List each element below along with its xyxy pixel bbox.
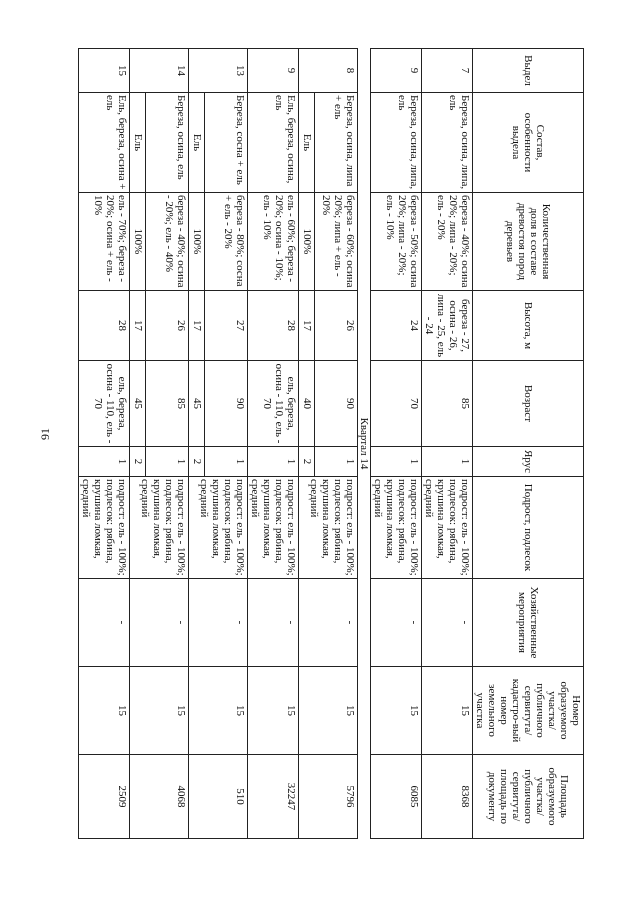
cell-podrost: подрост: ель - 100%; подлесок: рябина, крушина ломкая, средний: [299, 477, 358, 579]
cell-meropr: -: [130, 579, 189, 667]
cell-sostav: Береза, сосна + ель: [205, 93, 248, 193]
cell-sostav: Ель: [130, 93, 146, 193]
cell-yarus: 2: [189, 447, 205, 477]
cell-yarus: 2: [130, 447, 146, 477]
header-vydel: Выдел: [473, 49, 584, 93]
cell-yarus: 1: [315, 447, 358, 477]
cell-kolich: ель - 60%; береза - 20%; осина - 10%; ель - 10%: [248, 193, 299, 291]
cell-kolich: 100%: [299, 193, 315, 291]
header-kolich: Количественная доля в составе древостоя пород деревьев: [473, 193, 584, 291]
cell-kolich: береза - 50%; осина 20%; липа - 20%; ель - 10%: [371, 193, 422, 291]
cell-meropr: -: [79, 579, 130, 667]
cell-yarus: 2: [299, 447, 315, 477]
cell-kolich: 100%: [130, 193, 146, 291]
cell-sostav: Ель: [299, 93, 315, 193]
cell-meropr: -: [422, 579, 473, 667]
header-yarus: Ярус: [473, 447, 584, 477]
cell-vozrast: ель, береза, осина - 110, ель - 70: [79, 361, 130, 447]
cell-vysota: 28: [79, 291, 130, 361]
cell-vozrast: 45: [130, 361, 146, 447]
cell-vozrast: 45: [189, 361, 205, 447]
header-meropr: Хозяйственные мероприятия: [473, 579, 584, 667]
cell-sostav: Береза, осина, ель: [146, 93, 189, 193]
cell-ploshad: 6085: [371, 755, 422, 839]
header-podrost: Подрост, подлесок: [473, 477, 584, 579]
cell-vysota: 17: [130, 291, 146, 361]
cell-nomer: 15: [130, 667, 189, 755]
table-row: [248, 49, 299, 839]
cell-sostav: Ель, береза, осина + ель: [79, 93, 130, 193]
cell-vysota: береза - 27, осина - 26, липа - 25, ель - 24: [422, 291, 473, 361]
cell-podrost: подрост: ель - 100%; подлесок: рябина, крушина ломкая, средний: [422, 477, 473, 579]
cell-kolich: береза - 40%; осина - 20%; ель - 40%: [146, 193, 189, 291]
header-sostav: Состав, особенности выдела: [473, 93, 584, 193]
cell-ploshad: 510: [189, 755, 248, 839]
cell-vydel: 7: [422, 49, 473, 93]
rotated-table-wrapper: [80, 48, 584, 838]
cell-nomer: 15: [299, 667, 358, 755]
cell-vysota: 24: [371, 291, 422, 361]
cell-sostav: Ель, береза, осина, ель: [248, 93, 299, 193]
cell-vydel: 9: [248, 49, 299, 93]
cell-vysota: 17: [189, 291, 205, 361]
forest-inventory-table: [78, 48, 584, 839]
cell-ploshad: 32247: [248, 755, 299, 839]
cell-kolich: береза - 60%; осина 20%; липа + ель - 20%: [315, 193, 358, 291]
cell-podrost: подрост: ель - 100%; подлесок: рябина, крушина ломкая, средний: [371, 477, 422, 579]
cell-podrost: подрост: ель - 100%; подлесок: рябина, крушина ломкая, средний: [130, 477, 189, 579]
cell-vozrast: ель, береза, осина - 110, ель - 70: [248, 361, 299, 447]
cell-ploshad: 4068: [130, 755, 189, 839]
cell-meropr: -: [371, 579, 422, 667]
cell-vysota: 28: [248, 291, 299, 361]
cell-sostav: Береза, осина, липа, ель: [371, 93, 422, 193]
table-row: [422, 49, 473, 839]
header-vysota: Высота, м: [473, 291, 584, 361]
cell-sostav: Береза, осина, липа + ель: [315, 93, 358, 193]
cell-podrost: подрост: ель - 100%; подлесок: рябина, крушина ломкая, средний: [79, 477, 130, 579]
cell-nomer: 15: [189, 667, 248, 755]
cell-yarus: 1: [248, 447, 299, 477]
cell-vydel: 14: [130, 49, 189, 93]
quarter-row: [358, 49, 371, 839]
cell-yarus: 1: [79, 447, 130, 477]
header-row: [473, 49, 584, 839]
table-body: [79, 49, 473, 839]
table-row: [146, 49, 189, 839]
cell-vozrast: 85: [146, 361, 189, 447]
cell-sostav: Береза, осина, липа, ель: [422, 93, 473, 193]
cell-vydel: 15: [79, 49, 130, 93]
cell-kolich: ель - 70%; береза - 20%; осина + ель - 10%: [79, 193, 130, 291]
cell-yarus: 1: [422, 447, 473, 477]
cell-vozrast: 40: [299, 361, 315, 447]
table-row: [315, 49, 358, 839]
cell-kolich: береза - 40%; осина 20%; липа - 20%; ель - 20%: [422, 193, 473, 291]
table-row: [79, 49, 130, 839]
cell-yarus: 1: [371, 447, 422, 477]
cell-podrost: подрост: ель - 100%; подлесок: рябина, крушина ломкая, средний: [189, 477, 248, 579]
page-number: 91: [38, 428, 52, 440]
cell-vysota: 26: [315, 291, 358, 361]
cell-nomer: 15: [79, 667, 130, 755]
cell-ploshad: 2509: [79, 755, 130, 839]
table-row: [205, 49, 248, 839]
cell-vozrast: 85: [422, 361, 473, 447]
cell-vozrast: 70: [371, 361, 422, 447]
cell-vysota: 26: [146, 291, 189, 361]
cell-nomer: 15: [371, 667, 422, 755]
cell-meropr: -: [299, 579, 358, 667]
header-vozrast: Возраст: [473, 361, 584, 447]
cell-ploshad: 5796: [299, 755, 358, 839]
cell-meropr: -: [189, 579, 248, 667]
cell-ploshad: 8368: [422, 755, 473, 839]
cell-meropr: -: [248, 579, 299, 667]
cell-kolich: береза - 80%; сосна + ель - 20%: [205, 193, 248, 291]
cell-vozrast: 90: [205, 361, 248, 447]
header-ploshad: Площадь образуемого участка/ публичного сервитута/площадь по документу: [473, 755, 584, 839]
cell-vysota: 17: [299, 291, 315, 361]
cell-vysota: 27: [205, 291, 248, 361]
header-nomer: Номер образуемого участка/ публичного сервитута/кадастро-вый номер земельного участка: [473, 667, 584, 755]
cell-nomer: 15: [422, 667, 473, 755]
cell-vydel: 8: [299, 49, 358, 93]
cell-yarus: 1: [146, 447, 189, 477]
cell-kolich: 100%: [189, 193, 205, 291]
cell-nomer: 15: [248, 667, 299, 755]
cell-vydel: 9: [371, 49, 422, 93]
cell-sostav: Ель: [189, 93, 205, 193]
table-row: [371, 49, 422, 839]
quarter-label: Квартал 14: [358, 49, 371, 839]
cell-vozrast: 90: [315, 361, 358, 447]
cell-vydel: 13: [189, 49, 248, 93]
cell-podrost: подрост: ель - 100%; подлесок: рябина, крушина ломкая, средний: [248, 477, 299, 579]
cell-yarus: 1: [205, 447, 248, 477]
